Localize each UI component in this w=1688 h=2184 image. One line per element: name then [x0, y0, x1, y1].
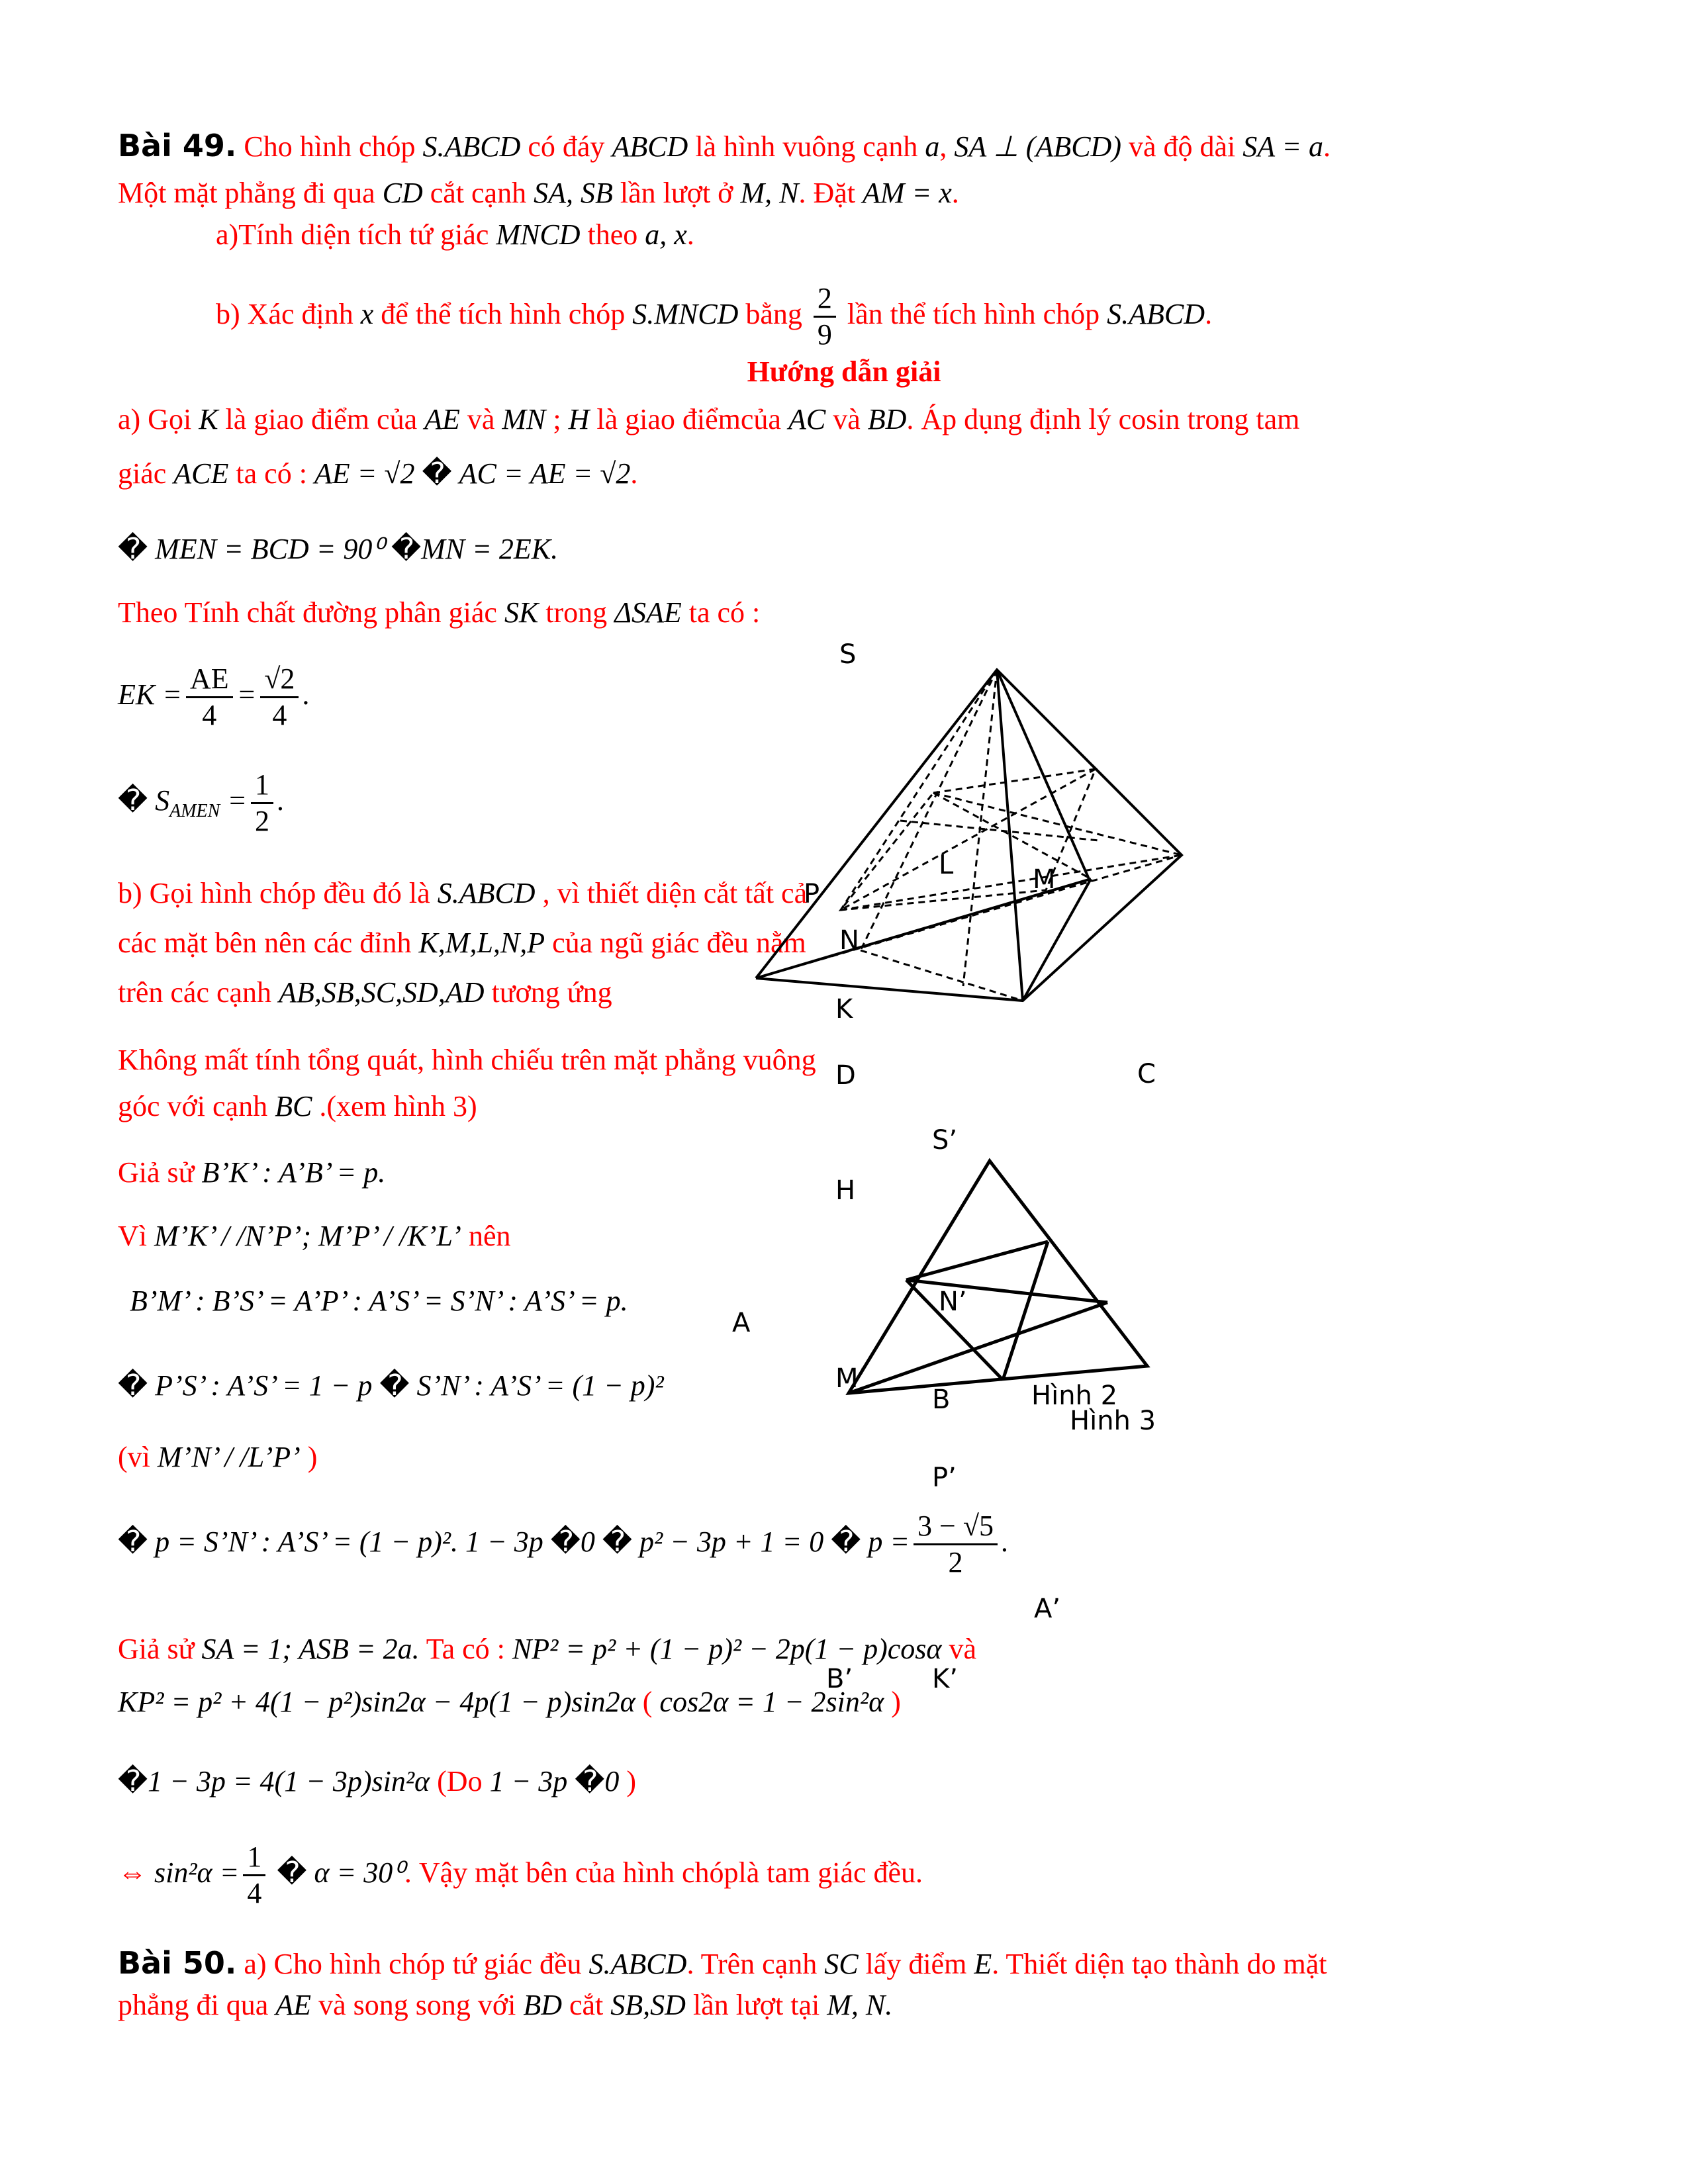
numerator: 1	[251, 768, 273, 804]
text: lần lượt tại	[692, 1989, 820, 2021]
math: AM = x	[862, 177, 952, 209]
math: 0	[604, 1765, 620, 1797]
math: S.ABCD	[437, 877, 536, 909]
label-K-prime: K’	[932, 1664, 958, 1694]
pyramid-figure	[756, 670, 1182, 1001]
text: (Do	[437, 1765, 483, 1797]
numerator: √2	[260, 662, 299, 698]
missing-glyph: �	[575, 1764, 605, 1798]
text: trên các cạnh	[118, 976, 272, 1009]
math: SC	[824, 1948, 859, 1980]
denominator: 9	[817, 318, 832, 351]
text: b) Gọi hình chóp đều đó là	[118, 877, 430, 909]
label-M-prime: M’	[835, 1363, 867, 1394]
text: cắt	[569, 1989, 604, 2021]
math: p² − 3p + 1 = 0	[639, 1525, 824, 1558]
text: nên	[468, 1220, 511, 1252]
text: Ta có :	[426, 1633, 505, 1665]
text: Cho hình chóp	[244, 130, 416, 163]
label-K: K	[835, 994, 853, 1024]
text: Một mặt phẳng đi qua	[118, 177, 375, 209]
sol-line14: B’M’ : B’S’ = A’P’ : A’S’ = S’N’ : A’S’ = p.	[130, 1285, 628, 1317]
text: Theo Tính chất đường phân giác	[118, 596, 497, 629]
math: B’K’ : A’B’ = p.	[201, 1156, 386, 1189]
missing-glyph: �	[391, 532, 422, 566]
math: MEN = BCD = 90⁰	[155, 533, 385, 565]
math: sin²α =	[154, 1856, 240, 1889]
text: . Vậy mặt bên của hình chóplà tam giác đều.	[404, 1856, 923, 1889]
text: ta có :	[688, 596, 761, 629]
numerator: 2	[814, 281, 836, 318]
math: p =	[868, 1525, 910, 1558]
math: AE = √2	[314, 457, 415, 490]
math: S	[155, 784, 170, 817]
math: SK	[504, 596, 539, 629]
p49-line2: Một mặt phẳng đi qua CD cắt cạnh SA, SB lần lượt ở M, N. Đặt AM = x.	[118, 177, 959, 209]
label-S: S	[839, 639, 857, 670]
math: S’N’ : A’S’ = (1 − p)²	[416, 1369, 664, 1402]
pyramid-outline	[756, 670, 1182, 1001]
label-hinh2: Hình 2	[1031, 1381, 1118, 1411]
math: M’N’ / /L’P’	[157, 1441, 301, 1473]
text: lần lượt ở	[620, 177, 733, 209]
math: SA, SB	[534, 177, 613, 209]
label-L: L	[939, 850, 954, 880]
text: Vì	[118, 1220, 147, 1252]
text: và	[833, 403, 861, 435]
text: a) Cho hình chóp tứ giác đều	[244, 1948, 582, 1980]
math: BD	[523, 1989, 562, 2021]
denominator: 2	[948, 1546, 963, 1579]
math: MNCD	[496, 218, 581, 251]
math: KP² = p² + 4(1 − p²)sin2α − 4p(1 − p)sin2α	[118, 1686, 635, 1718]
text: )	[891, 1686, 901, 1718]
math: =	[227, 784, 248, 817]
tri-line-2	[906, 1280, 1107, 1302]
math: 1 − 3p = 4(1 − 3p)sin²α	[148, 1765, 430, 1797]
text: có đáy	[528, 130, 605, 163]
missing-glyph: �	[602, 1525, 632, 1559]
math: SA = 1; ASB = 2a.	[201, 1633, 420, 1665]
math: M, N.	[827, 1989, 893, 2021]
text: lần thể tích hình chóp	[847, 298, 1100, 330]
math: SA = a	[1243, 130, 1324, 163]
math: ACE	[173, 457, 229, 490]
text: lấy điểm	[865, 1948, 967, 1980]
missing-glyph: �	[277, 1856, 307, 1889]
math: p = S’N’ : A’S’ = (1 − p)². 1 − 3p	[155, 1525, 543, 1558]
solution-heading: Hướng dẫn giải	[747, 355, 941, 388]
math: S.ABCD	[422, 130, 521, 163]
text: và	[467, 403, 495, 435]
math: AC	[788, 403, 826, 435]
label-D: D	[835, 1060, 856, 1091]
text: là hình vuông cạnh	[695, 130, 918, 163]
math: BC	[275, 1090, 312, 1122]
text: a) Gọi	[118, 403, 192, 435]
p49-line1: Bài 49. Cho hình chóp S.ABCD có đáy ABCD là hình vuông cạnh a, SA ⊥ (ABCD) và độ dài SA = a.	[118, 128, 1331, 163]
math: a	[925, 130, 940, 163]
edge-SP	[841, 670, 997, 910]
math: BD	[867, 403, 907, 435]
math: a, x	[645, 218, 687, 251]
math: H	[568, 403, 590, 435]
math: SB,SD	[610, 1989, 686, 2021]
math: P’S’ : A’S’ = 1 − p	[155, 1369, 373, 1402]
missing-glyph: �	[118, 1525, 148, 1559]
triangle-outline	[849, 1161, 1147, 1393]
sol-line6: � $S_{AMEN}$ = $\frac{1}{2}$ .	[118, 768, 285, 838]
math: x	[360, 298, 374, 330]
label-N-prime: N’	[939, 1287, 967, 1317]
label-B-prime: B’	[826, 1664, 853, 1694]
p50-title: Bài 50.	[118, 1945, 237, 1981]
math: SA ⊥ (ABCD)	[954, 130, 1121, 163]
missing-glyph: �	[118, 532, 148, 566]
text: . Thiết diện tạo thành do mặt	[992, 1948, 1327, 1980]
text: và	[949, 1633, 977, 1665]
math: cos2α = 1 − 2sin²α	[659, 1686, 884, 1718]
text: các mặt bên nên các đỉnh	[118, 927, 412, 959]
edge-SD	[861, 670, 997, 950]
tri-line-3	[1003, 1242, 1048, 1380]
math: 0	[580, 1525, 595, 1558]
text: (vì	[118, 1441, 150, 1473]
math: MN	[502, 403, 546, 435]
text: (	[642, 1686, 653, 1718]
p49-line3: a)Tính diện tích tứ giác MNCD theo a, x.	[216, 218, 694, 251]
text: )	[626, 1765, 637, 1797]
denominator: 4	[247, 1877, 262, 1910]
text: a)Tính diện tích tứ giác	[216, 218, 489, 251]
numerator: AE	[186, 662, 233, 698]
text: ;	[553, 403, 561, 435]
math: α = 30⁰	[314, 1856, 404, 1889]
math: S.ABCD	[588, 1948, 687, 1980]
missing-glyph: �	[379, 1369, 410, 1402]
text: . Áp dụng định lý cosin trong tam	[906, 403, 1300, 435]
dashed-lines	[756, 670, 1182, 1001]
tri-line-4	[849, 1302, 1107, 1393]
math: NP² = p² + (1 − p)² − 2p(1 − p)cosα	[512, 1633, 942, 1665]
math: AE	[275, 1989, 312, 2021]
denominator: 4	[202, 699, 217, 732]
text: bằng	[745, 298, 802, 330]
math: 1 − 3p	[489, 1765, 568, 1797]
sol-line5: EK = $\frac{AE}{4}$ = $\frac{√2}{4}$ .	[118, 662, 310, 732]
missing-glyph: �	[550, 1525, 581, 1559]
text: là giao điểm của	[225, 403, 418, 435]
missing-glyph: �	[118, 1369, 148, 1402]
math: AB,SB,SC,SD,AD	[279, 976, 485, 1009]
math: CD	[382, 177, 423, 209]
label-P: P	[804, 879, 820, 909]
label-A: A	[732, 1308, 751, 1338]
text: để thể tích hình chóp	[381, 298, 626, 330]
text: cắt cạnh	[430, 177, 527, 209]
p49-title: Bài 49.	[118, 128, 237, 163]
math: EK =	[118, 678, 182, 711]
label-A-prime: A’	[1034, 1594, 1061, 1624]
subscript: AMEN	[169, 800, 220, 821]
numerator: 3 − √5	[914, 1509, 998, 1545]
text: Giả sử	[118, 1633, 195, 1665]
text: )	[307, 1441, 318, 1473]
text: , vì thiết diện cắt tất cả	[542, 877, 808, 909]
denominator: 4	[272, 699, 287, 732]
sol-line2: giác ACE ta có : AE = √2 � AC = AE = √2.	[118, 457, 638, 490]
sol-line17: � p = S’N’ : A’S’ = (1 − p)². 1 − 3p �0 � p² − 3p + 1 = 0 � p = $\frac{3 - √5}{2}$ .	[118, 1510, 1009, 1579]
text: góc với cạnh	[118, 1090, 268, 1122]
math: MN = 2EK.	[421, 533, 559, 565]
label-hinh3: Hình 3	[1070, 1406, 1156, 1436]
text: . Trên cạnh	[686, 1948, 818, 1980]
denominator: 2	[255, 805, 270, 838]
text: ta có :	[236, 457, 307, 490]
text: ⇔	[118, 1856, 147, 1889]
missing-glyph: �	[422, 457, 452, 490]
text: là giao điểmcủa	[596, 403, 781, 435]
text: và độ dài	[1128, 130, 1236, 163]
text: . Đặt	[798, 177, 855, 209]
label-S-prime: S’	[932, 1125, 958, 1156]
math: K,M,L,N,P	[418, 927, 545, 959]
math: M’K’ / /N’P’; M’P’ / /K’L’	[154, 1220, 461, 1252]
text: và song song với	[318, 1989, 516, 2021]
sol-line10: Không mất tính tổng quát, hình chiếu trên mặt phẳng vuông	[118, 1044, 816, 1076]
math: E	[974, 1948, 992, 1980]
missing-glyph: �	[118, 1764, 148, 1798]
text: phẳng đi qua	[118, 1989, 269, 2021]
label-C: C	[1137, 1059, 1156, 1089]
label-H: H	[835, 1175, 856, 1206]
math: K	[199, 403, 218, 435]
triangle-figure	[849, 1161, 1147, 1393]
text: .(xem hình 3)	[319, 1090, 477, 1122]
text: ,	[939, 130, 947, 163]
math: AC = AE = √2	[459, 457, 631, 490]
text: của ngũ giác đều nằm	[552, 927, 806, 959]
label-M: M	[1033, 864, 1056, 895]
label-N: N	[839, 925, 859, 956]
numerator: 1	[243, 1840, 265, 1876]
text: tương ứng	[491, 976, 612, 1009]
math: ΔSAE	[614, 596, 682, 629]
missing-glyph: �	[831, 1525, 861, 1559]
p49-line4: b) Xác định x để thể tích hình chóp S.MNCD bằng $\frac{2}{9}$ lần thể tích hình chóp S.ABCD.	[216, 282, 1213, 351]
math: S.ABCD	[1107, 298, 1205, 330]
text: giác	[118, 457, 167, 490]
text: Giả sử	[118, 1156, 195, 1189]
math: M, N	[740, 177, 799, 209]
label-P-prime: P’	[932, 1463, 957, 1493]
math: S.MNCD	[632, 298, 739, 330]
label-B: B	[932, 1385, 951, 1415]
missing-glyph: �	[118, 784, 148, 817]
math: ABCD	[612, 130, 688, 163]
math: AE	[424, 403, 460, 435]
text: b) Xác định	[216, 298, 353, 330]
line-1	[933, 793, 1182, 855]
text: trong	[545, 596, 608, 629]
text: theo	[587, 218, 638, 251]
